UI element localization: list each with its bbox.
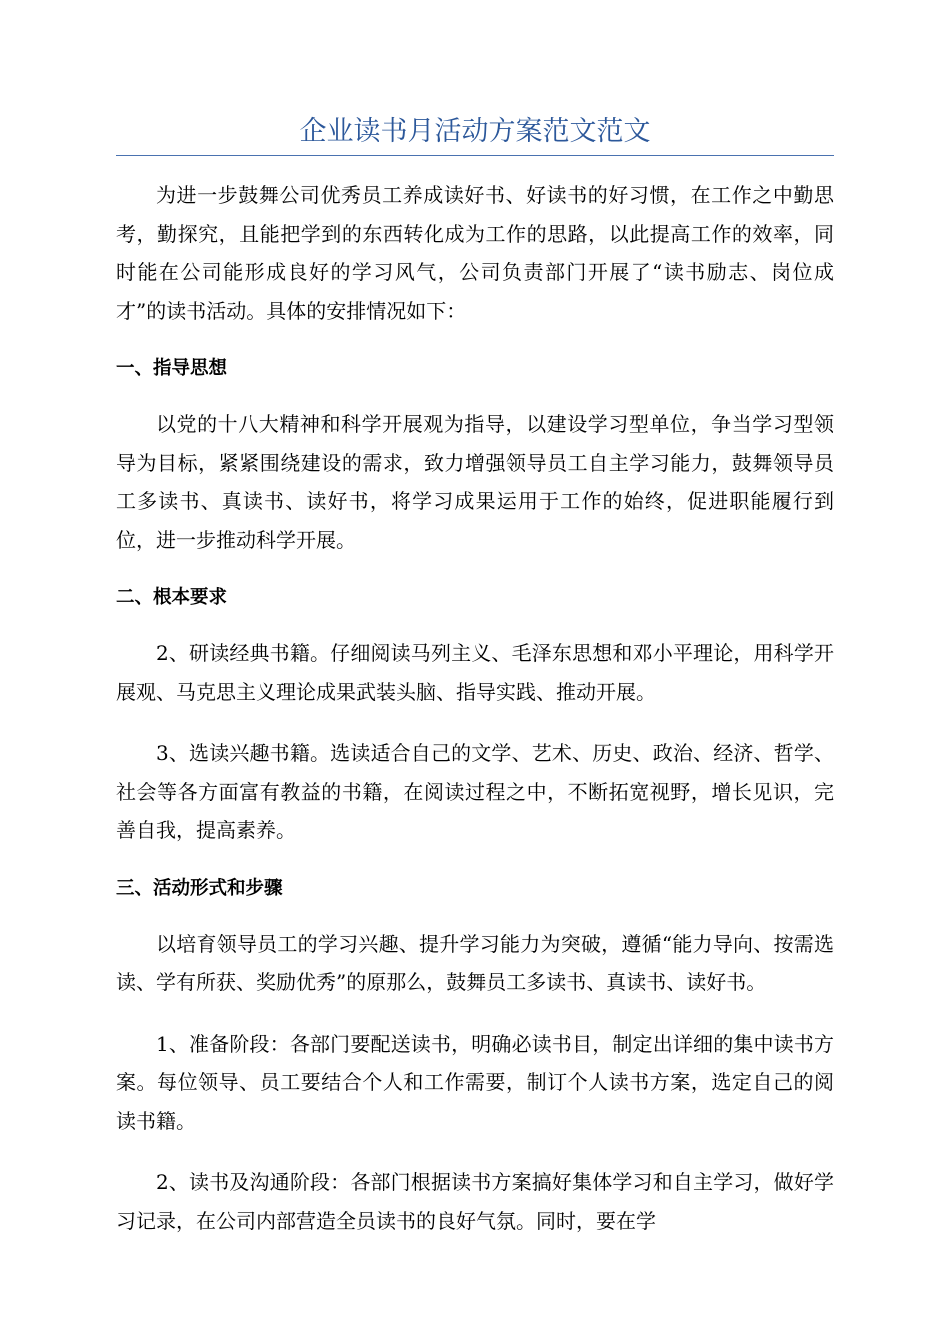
intro-paragraph: 为进一步鼓舞公司优秀员工养成读好书、好读书的好习惯，在工作之中勤思考，勤探究，且能把学到的东西转化成为工作的思路，以此提高工作的效率，同时能在公司能形成良好的学习风气，公司负责部门开展了“读书励志、岗位成才”的读书活动。具体的安排情况如下： — [116, 183, 834, 323]
step-paragraph-2: 2、读书及沟通阶段：各部门根据读书方案搞好集体学习和自主学习，做好学习记录，在公司内部营造全员读书的良好气氛。同时，要在学 — [116, 1170, 834, 1233]
section-heading-activity-steps: 三、活动形式和步骤 — [116, 877, 283, 899]
step-paragraph-1: 1、准备阶段：各部门要配送读书，明确必读书目，制定出详细的集中读书方案。每位领导、员工要结合个人和工作需要，制订个人读书方案，选定自己的阅读书籍。 — [116, 1031, 834, 1133]
section-heading-basic-requirements: 二、根本要求 — [116, 587, 228, 608]
activity-intro-paragraph: 以培育领导员工的学习兴趣、提升学习能力为突破，遵循“能力导向、按需选读、学有所获、奖励优秀”的原那么，鼓舞员工多读书、真读书、读好书。 — [116, 931, 834, 994]
title-underline — [116, 155, 834, 156]
document-title: 企业读书月活动方案范文范文 — [299, 116, 651, 147]
guiding-ideology-paragraph: 以党的十八大精神和科学开展观为指导，以建设学习型单位，争当学习型领导为目标，紧紧围绕建设的需求，致力增强领导员工自主学习能力，鼓舞领导员工多读书、真读书、读好书，将学习成果运用于工作的始终，促进职能履行到位，进一步推动科学开展。 — [116, 412, 834, 552]
requirement-paragraph-2: 2、研读经典书籍。仔细阅读马列主义、毛泽东思想和邓小平理论，用科学开展观、马克思主义理论成果武装头脑、指导实践、推动开展。 — [116, 641, 834, 704]
document-body — [116, 176, 834, 1263]
section-heading-guiding-ideology: 一、指导思想 — [116, 358, 228, 379]
requirement-paragraph-3: 3、选读兴趣书籍。选读适合自己的文学、艺术、历史、政治、经济、哲学、社会等各方面富有教益的书籍，在阅读过程之中，不断拓宽视野，增长见识，完善自我，提高素养。 — [116, 741, 834, 842]
